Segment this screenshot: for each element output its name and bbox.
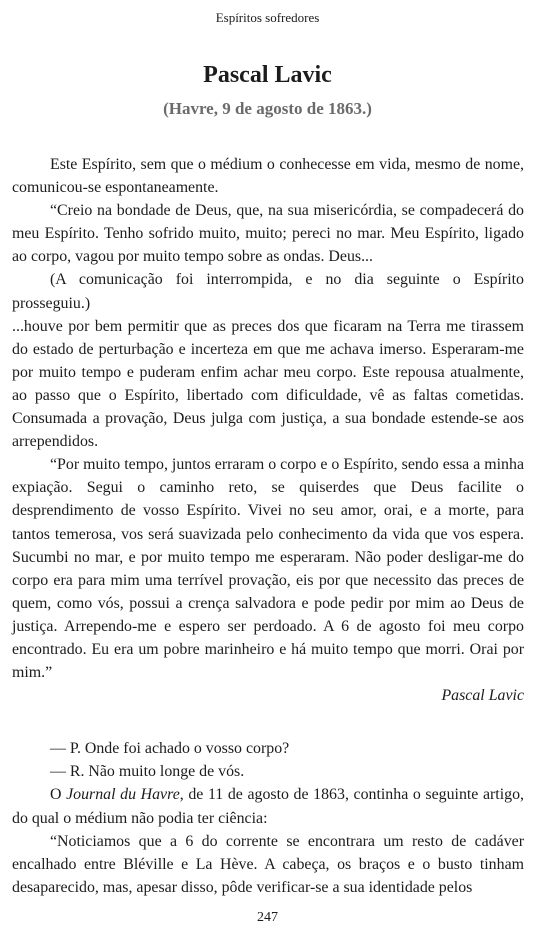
journal-paragraph	[12, 783, 524, 829]
page-subtitle: (Havre, 9 de agosto de 1863.)	[163, 99, 372, 118]
paragraph: (A comunicação foi interrompida, e no dia seguinte o Espírito prosseguiu.)	[12, 271, 524, 312]
paragraph: “Por muito tempo, juntos erraram o corpo e o Espírito, sendo essa a minha expiação. Segui o caminho reto, se quiserdes que Deus facilite o desprendimento de vosso Espírito. Vivei no seu amor, orai, e a morte, para tantos temerosa, vos será suavizada pelo conhecimento da vida que vos espera. Sucumbi no mar, e por muito tempo me esperaram. Não poder desligar-me do corpo era para mim uma terrível provação, eis por que necessito das preces de quem, como vós, possui a crença salvadora e pode pedir por mim ao Deus de justiça. Arrependo-me e espero ser perdoado. A 6 de agosto foi meu corpo encontrado. Eu era um pobre marinheiro e há muito tempo que morri. Orai por mim.”	[12, 456, 524, 682]
body-text	[12, 153, 524, 899]
page-number: 247	[257, 910, 278, 925]
paragraph: “Noticiamos que a 6 do corrente se encontrara um resto de cadáver encalhado entre Bléville e La Hève. A cabeça, os braços e o busto tinham desaparecido, mas, apesar disso, pôde verificar-se a sua identidade pelos	[12, 832, 524, 896]
dialogue-line: — R. Não muito longe de vós.	[50, 763, 245, 781]
signature: Pascal Lavic	[441, 687, 524, 705]
journal-text-after: , de 11 de agosto de 1863, continha o seguinte artigo, do qual o médium não podia ter ciência:	[12, 786, 525, 827]
paragraph: “Creio na bondade de Deus, que, na sua misericórdia, se compadecerá do meu Espírito. Tenho sofrido muito, muito; pereci no mar. Meu Espírito, ligado ao corpo, vagou por muito tempo sobre as ondas. Deus...	[12, 202, 524, 266]
paragraph: Este Espírito, sem que o médium o conhecesse em vida, mesmo de nome, comunicou-se espontaneamente.	[12, 156, 524, 197]
journal-text-before: O	[50, 786, 67, 804]
dialogue-line: — P. Onde foi achado o vosso corpo?	[50, 740, 290, 758]
section-gap	[12, 707, 524, 737]
page-title: Pascal Lavic	[203, 62, 332, 88]
running-head: Espíritos sofredores	[215, 10, 320, 25]
paragraph: ...houve por bem permitir que as preces dos que ficaram na Terra me tirassem do estado de perturbação e incerteza em que me achava imerso. Esperaram-me por muito tempo e puderam enfim achar meu corpo. Este repousa atualmente, ao passo que o Espírito, libertado com dificuldade, vê as faltas cometidas. Consumada a provação, Deus julga com justiça, a sua bondade estende-se aos arrependidos.	[12, 317, 524, 451]
journal-name: Journal du Havre	[66, 786, 180, 804]
